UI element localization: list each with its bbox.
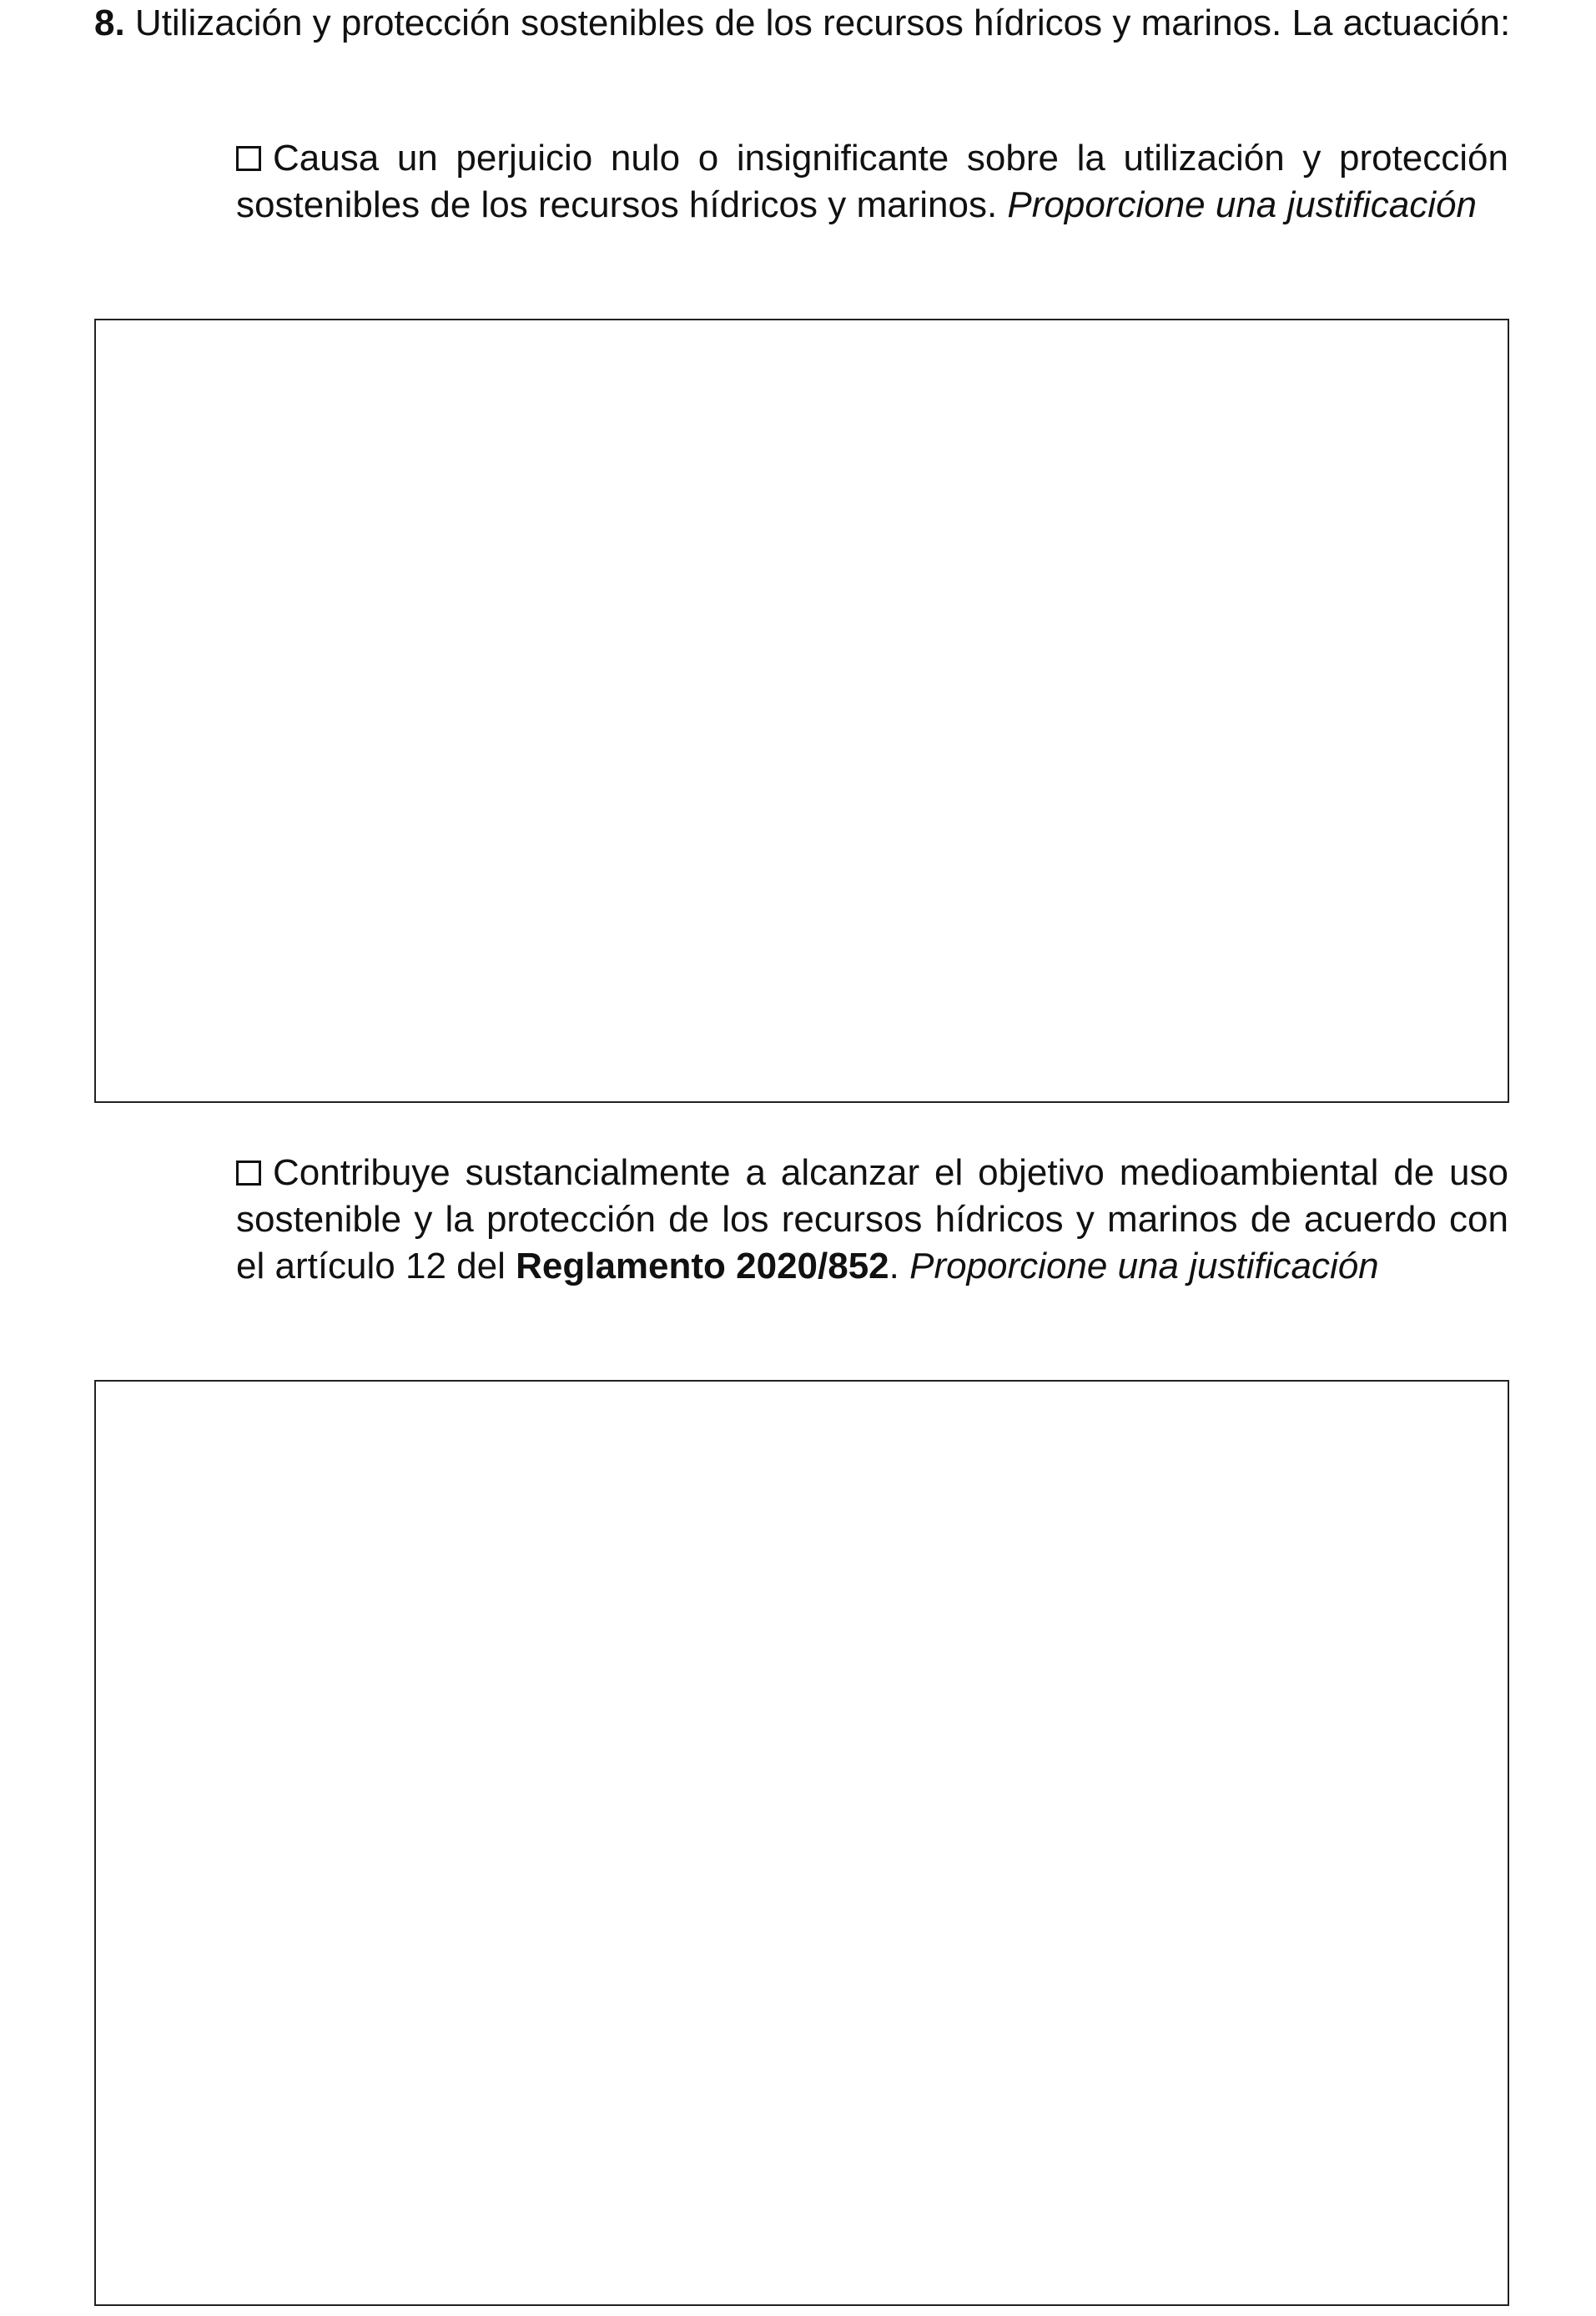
justification-box-negligible-harm[interactable] (94, 319, 1509, 1103)
substantial-contribution-label-end: . (889, 1246, 910, 1286)
regulation-reference: Reglamento 2020/852 (516, 1246, 889, 1286)
option-negligible-harm (236, 135, 1508, 229)
negligible-harm-label: Causa un perjuicio nulo o insignificante sobre la utilización y protección sostenibles de los recursos hídricos y marinos. (236, 138, 1508, 225)
section-number: 8. (94, 3, 125, 43)
justification-box-substantial-contribution[interactable] (94, 1380, 1509, 2306)
substantial-contribution-checkbox[interactable] (236, 1161, 261, 1186)
section-heading (94, 0, 1513, 47)
substantial-contribution-label: Contribuye sustancialmente a alcanzar el objetivo medioambiental de uso sostenible y la protección de los recursos hídricos y marinos de acuerdo con el artículo 12 del (236, 1152, 1508, 1286)
negligible-harm-checkbox[interactable] (236, 146, 261, 171)
substantial-contribution-prompt: Proporcione una justificación (909, 1246, 1379, 1286)
option-substantial-contribution (236, 1150, 1508, 1290)
section-title: Utilización y protección sostenibles de los recursos hídricos y marinos. La actuación: (124, 3, 1511, 43)
negligible-harm-prompt: Proporcione una justificación (1007, 184, 1477, 225)
